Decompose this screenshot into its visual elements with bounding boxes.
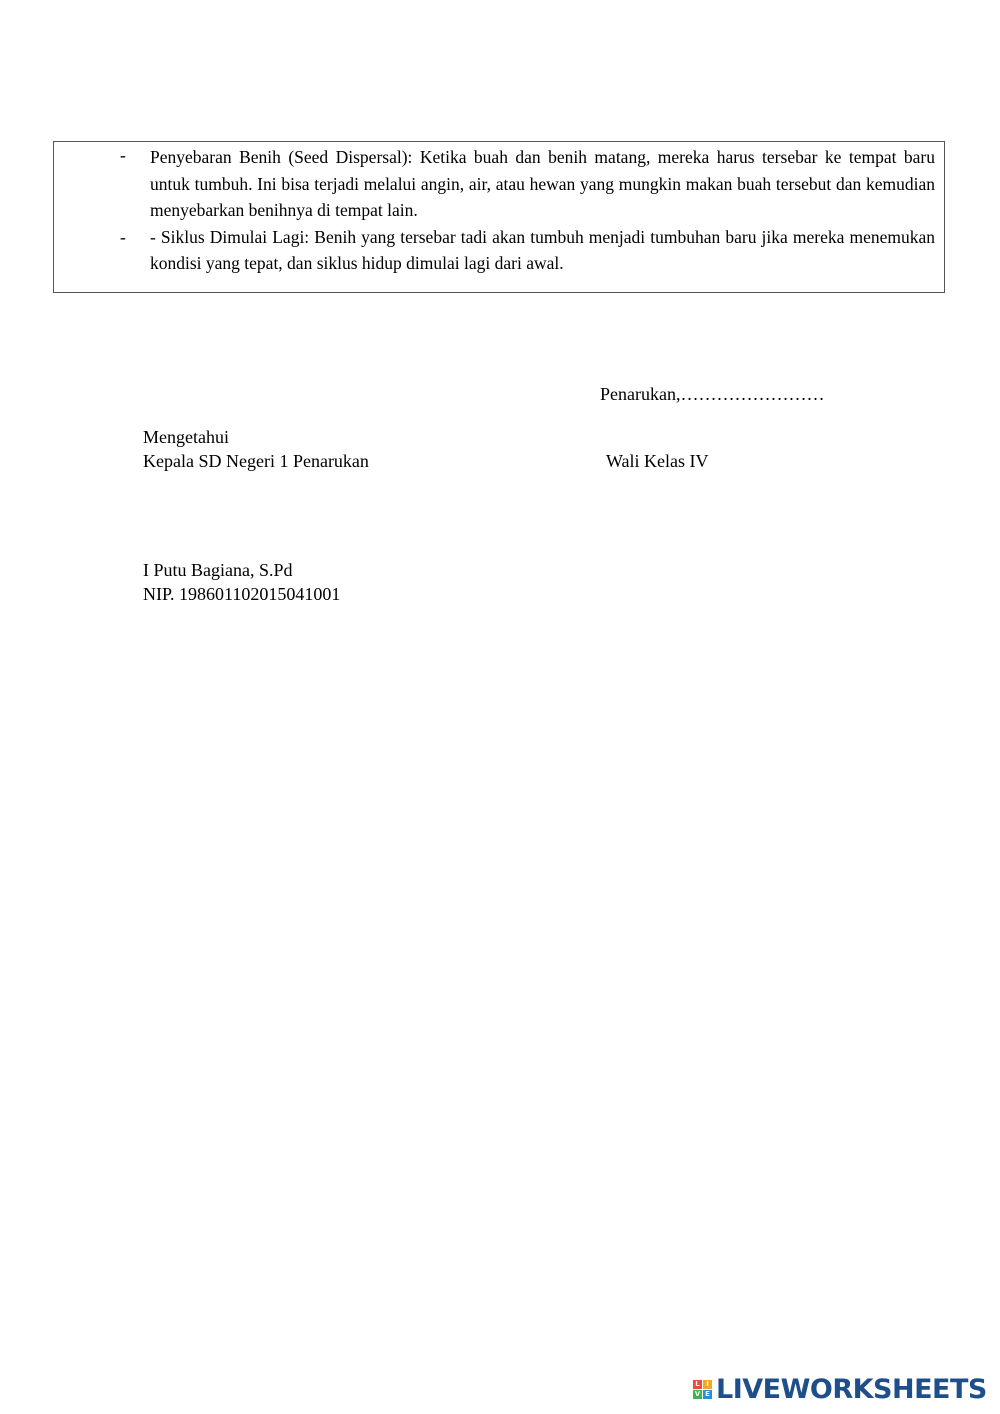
bullet-dash: - xyxy=(120,145,126,165)
list-item xyxy=(54,224,944,277)
bullet-list xyxy=(54,142,944,277)
principal-nip: NIP. 198601102015041001 xyxy=(143,584,341,604)
teacher-title: Wali Kelas IV xyxy=(606,451,709,471)
live-badge-icon xyxy=(693,1380,712,1399)
badge-letter: V xyxy=(694,1389,701,1398)
content-box xyxy=(53,141,945,293)
liveworksheets-logo xyxy=(693,1373,987,1405)
place-date: Penarukan,…………………… xyxy=(600,384,825,404)
badge-letter: L xyxy=(693,1380,702,1389)
bullet-text: - Siklus Dimulai Lagi: Benih yang tersebar tadi akan tumbuh menjadi tumbuhan baru jika mereka menemukan kondisi yang tepat, dan siklus hidup dimulai lagi dari awal. xyxy=(150,226,935,273)
logo-text: LIVEWORKSHEETS xyxy=(716,1373,987,1405)
principal-name: I Putu Bagiana, S.Pd xyxy=(143,560,293,580)
bullet-text: Penyebaran Benih (Seed Dispersal): Ketika buah dan benih matang, mereka harus tersebar ke tempat baru untuk tumbuh. Ini bisa terjadi melalui angin, air, atau hewan yang mungkin makan buah tersebut dan kemudian menyebarkan benihnya di tempat lain. xyxy=(150,147,935,220)
list-item xyxy=(54,142,944,224)
badge-letter: E xyxy=(703,1390,712,1399)
badge-letter: I xyxy=(703,1380,712,1389)
bullet-dash: - xyxy=(120,226,126,247)
acknowledge-label: Mengetahui xyxy=(143,427,229,447)
principal-title: Kepala SD Negeri 1 Penarukan xyxy=(143,451,369,471)
